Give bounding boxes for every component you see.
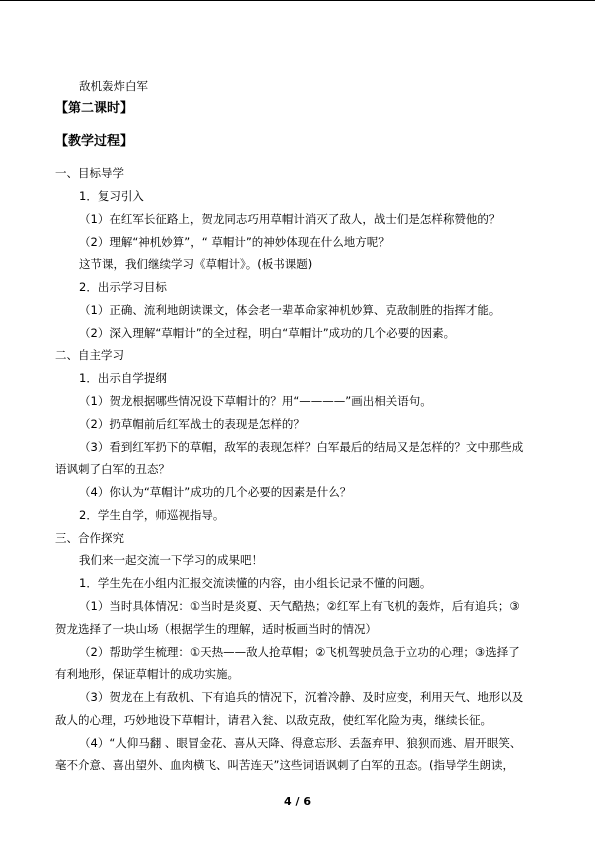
text-line: 敌人的心理，巧妙地设下草帽计，请君入瓮、以敌克敌，使红军化险为夷，继续长征。 <box>55 713 492 727</box>
text-line: （1）在红军长征路上，贺龙同志巧用草帽计消灭了敌人，战士们是怎样称赞他的？ <box>79 212 501 226</box>
outline-subheading: 2．出示学习目标 <box>79 280 167 294</box>
text-line: （2）帮助学生梳理：①天热——敌人抢草帽；②飞机驾驶员急于立功的心理；③选择了 <box>79 645 520 659</box>
text-line: （4）“人仰马翻 、眼冒金花、喜从天降、得意忘形、丢盔弃甲、狼狈而逃、眉开眼笑、 <box>79 736 522 750</box>
outline-heading: 一、目标导学 <box>55 166 124 180</box>
text-line: 我们来一起交流一下学习的成果吧！ <box>79 553 263 567</box>
text-line: （2）理解“神机妙算”，“ 草帽计”的神妙体现在什么地方呢？ <box>79 235 390 249</box>
text-line: （1）贺龙根据哪些情况设下草帽计的？用“————”画出相关语句。 <box>79 394 432 408</box>
text-line: （2）深入理解“草帽计”的全过程，明白“草帽计”成功的几个必要的因素。 <box>79 326 456 340</box>
text-line: （4）你认为“草帽计”成功的几个必要的因素是什么？ <box>79 485 352 499</box>
text-line: 1．学生先在小组内汇报交流读懂的内容，由小组长记录不懂的问题。 <box>79 576 432 590</box>
outline-subheading: 1．复习引入 <box>79 189 144 203</box>
text-line: （2）扔草帽前后红军战士的表现是怎样的？ <box>79 417 305 431</box>
text-line: （1）当时具体情况：①当时是炎夏、天气酷热；②红军上有飞机的轰炸，后有追兵；③ <box>79 599 520 613</box>
text-line: 语讽刺了白军的丑态？ <box>55 462 170 476</box>
text-line: （3）看到红军扔下的草帽，敌军的表现怎样？白军最后的结局又是怎样的？文中那些成 <box>79 440 524 454</box>
text-line: 贺龙选择了一块山场（根据学生的理解，适时板画当时的情况） <box>55 622 377 636</box>
section-heading: 【第二课时】 <box>55 101 134 116</box>
outline-heading: 三、合作探究 <box>55 531 124 545</box>
outline-subheading: 1．出示自学提纲 <box>79 371 167 385</box>
outline-subheading: 2．学生自学，师巡视指导。 <box>79 508 225 522</box>
text-line: 敌机轰炸白军 <box>79 79 148 93</box>
section-heading: 【教学过程】 <box>55 134 134 149</box>
outline-heading: 二、自主学习 <box>55 348 124 362</box>
text-line: 有利地形，保证草帽计的成功实施。 <box>55 667 239 681</box>
page-number: 4 / 6 <box>284 795 311 808</box>
text-line: （3）贺龙在上有敌机、下有追兵的情况下，沉着冷静、及时应变，利用天气、地形以及 <box>79 690 524 704</box>
text-line: 毫不介意、喜出望外、血肉横飞、叫苦连天”这些词语讽刺了白军的丑态。(指导学生朗读， <box>55 758 514 772</box>
text-line: 这节课，我们继续学习《草帽计》。(板书课题) <box>79 257 313 271</box>
text-line: （1）正确、流利地朗读课文，体会老一辈革命家神机妙算、克敌制胜的指挥才能。 <box>79 303 501 317</box>
